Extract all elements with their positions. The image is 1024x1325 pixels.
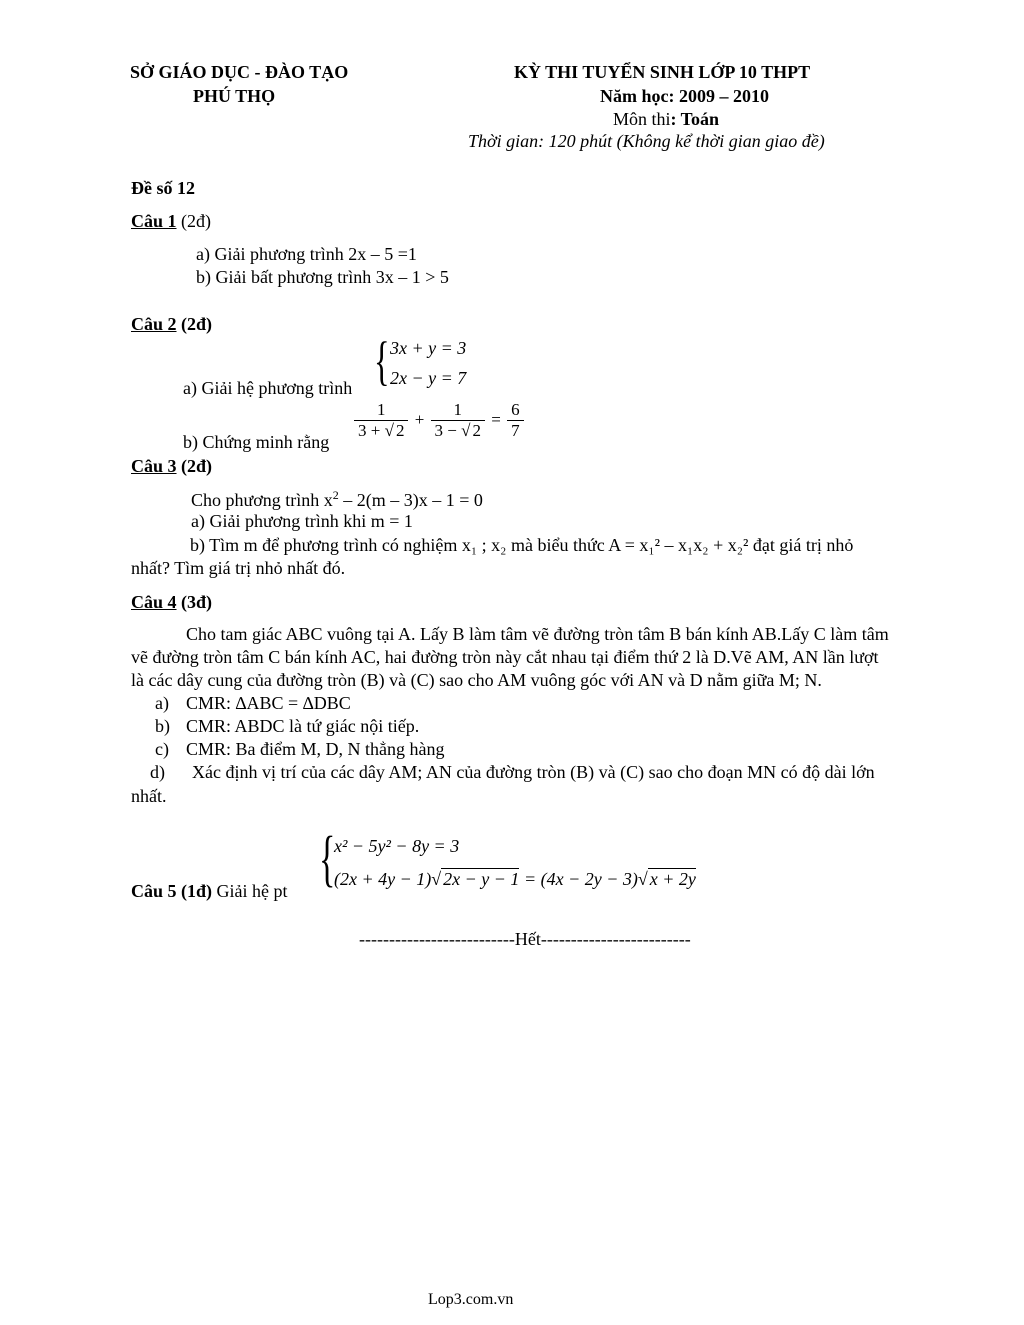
q5-eq2-a: (2x + 4y − 1) [334,869,432,889]
q4-part-b: CMR: ABDC là tứ giác nội tiếp. [186,716,420,736]
q4-para-line1: Cho tam giác ABC vuông tại A. Lấy B làm tâm vẽ đường tròn tâm B bán kính AB.Lấy C làm tâm [186,624,889,644]
q4-heading [131,592,212,614]
q2-a-brace: { [374,331,390,391]
q3-part-b-line1: b) Tìm m để phương trình có nghiệm x₁ ; x₂ mà biểu thức A = x₁² – x₁x₂ + x₂² đạt giá trị nhỏ [190,535,854,555]
q5-brace: { [319,825,336,893]
q2-b-frac1-den: 3 + √ 2 [358,421,405,441]
q2-b-frac2 [431,400,485,442]
q2-a-eq1: 3x + y = 3 [390,338,467,358]
q3-intro-a: Cho phương trình x [191,490,333,510]
q4-part-d-line1: Xác định vị trí của các dây AM; AN của đường tròn (B) và (C) sao cho đoạn MN có độ dài lớn [192,762,875,782]
q2-a-eq2: 2x − y = 7 [390,368,467,388]
q3-title: Câu 3 [131,456,177,476]
q1-title: Câu 1 [131,211,177,231]
q3-intro [191,488,483,512]
q1-points: (2đ) [176,211,212,231]
q3-intro-exponent: 2 [332,488,339,502]
q1-part-a: a) Giải phương trình 2x – 5 =1 [196,244,417,264]
header-department [130,62,348,84]
q4-points: (3đ) [176,592,213,612]
q4-part-d-line2: nhất. [131,786,167,806]
school-year: Năm học: 2009 – 2010 [600,86,769,106]
q5-title: Câu 5 (1đ) [131,881,213,901]
q2-b-frac1 [354,400,408,442]
q2-b-equals: = [491,409,501,429]
time-limit: Thời gian: 120 phút (Không kể thời gian giao đề) [468,131,825,151]
subject-name: : Toán [670,109,720,129]
q2-b-frac2-den: 3 − √ 2 [434,421,481,441]
q3-intro-b: – 2(m – 3)x – 1 = 0 [338,490,483,510]
q5-eq2-sqrt1: 2x − y − 1 [443,869,520,889]
q1-heading [131,211,211,233]
q4-part-c: CMR: Ba điểm M, D, N thẳng hàng [186,739,445,759]
q2-b-frac1-den-a: 3 + [358,421,385,441]
q4-d-marker: d) [150,762,165,782]
q4-title: Câu 4 [131,592,177,612]
q2-b-equation [352,400,526,442]
q2-b-frac1-den-sqrt: 2 [395,421,405,441]
q4-c-marker: c) [155,739,169,759]
footer-site: Lop3.com.vn [428,1291,514,1308]
q1-part-b: b) Giải bất phương trình 3x – 1 > 5 [196,267,449,287]
end-line: --------------------------Hết------------------------- [359,929,691,949]
q4-a-marker: a) [155,693,169,713]
q2-title: Câu 2 [131,314,177,334]
q5-eq1: x² − 5y² − 8y = 3 [334,836,460,856]
q4-b-marker: b) [155,716,170,736]
q4-part-a: CMR: ∆ABC = ∆DBC [186,693,351,713]
header-dept-text: SỞ GIÁO DỤC - ĐÀO TẠO [130,62,349,82]
q2-b-frac1-num: 1 [354,400,408,421]
q2-a-label: a) Giải hệ phương trình [183,378,353,398]
q2-b-plus: + [414,409,425,429]
q5-heading [131,881,288,903]
q2-b-frac2-den-a: 3 − [434,421,462,441]
q2-points: (2đ) [176,314,213,334]
q2-b-frac2-den-sqrt: 2 [472,421,481,441]
exam-title: KỲ THI TUYỂN SINH LỚP 10 THPT [514,62,811,82]
q3-part-a: a) Giải phương trình khi m = 1 [191,511,413,531]
subject-line [613,109,719,131]
q2-b-frac3 [507,400,524,442]
q5-eq2-sqrt2: x + 2y [649,869,696,889]
q5-eq2-b: = (4x − 2y − 3) [519,869,638,889]
q5-label: Giải hệ pt [212,881,288,901]
subject-prefix: Môn thi [613,109,671,129]
q5-eq2: (2x + 4y − 1)√ 2x − y − 1 = (4x − 2y − 3)√ x + 2y [334,869,696,889]
q2-b-frac3-den: 7 [511,421,520,441]
q3-heading [131,456,212,478]
q4-para-line2: vẽ đường tròn tâm C bán kính AC, hai đường tròn này cắt nhau tại điểm thứ 2 là D.Vẽ AM, AN lần lượt [131,647,879,667]
q2-heading [131,314,212,336]
header-province: PHÚ THỌ [193,86,276,106]
q3-part-b-line2: nhất? Tìm giá trị nhỏ nhất đó. [131,558,346,578]
exam-number: Đề số 12 [131,178,195,198]
q3-points: (2đ) [176,456,213,476]
q2-b-label: b) Chứng minh rằng [183,432,330,452]
q4-para-line3: là các dây cung của đường tròn (B) và (C) sao cho AM vuông góc với AN và D nằm giữa M; N. [131,670,822,690]
q2-b-frac3-num: 6 [507,400,524,421]
q2-b-frac2-num: 1 [431,400,485,421]
